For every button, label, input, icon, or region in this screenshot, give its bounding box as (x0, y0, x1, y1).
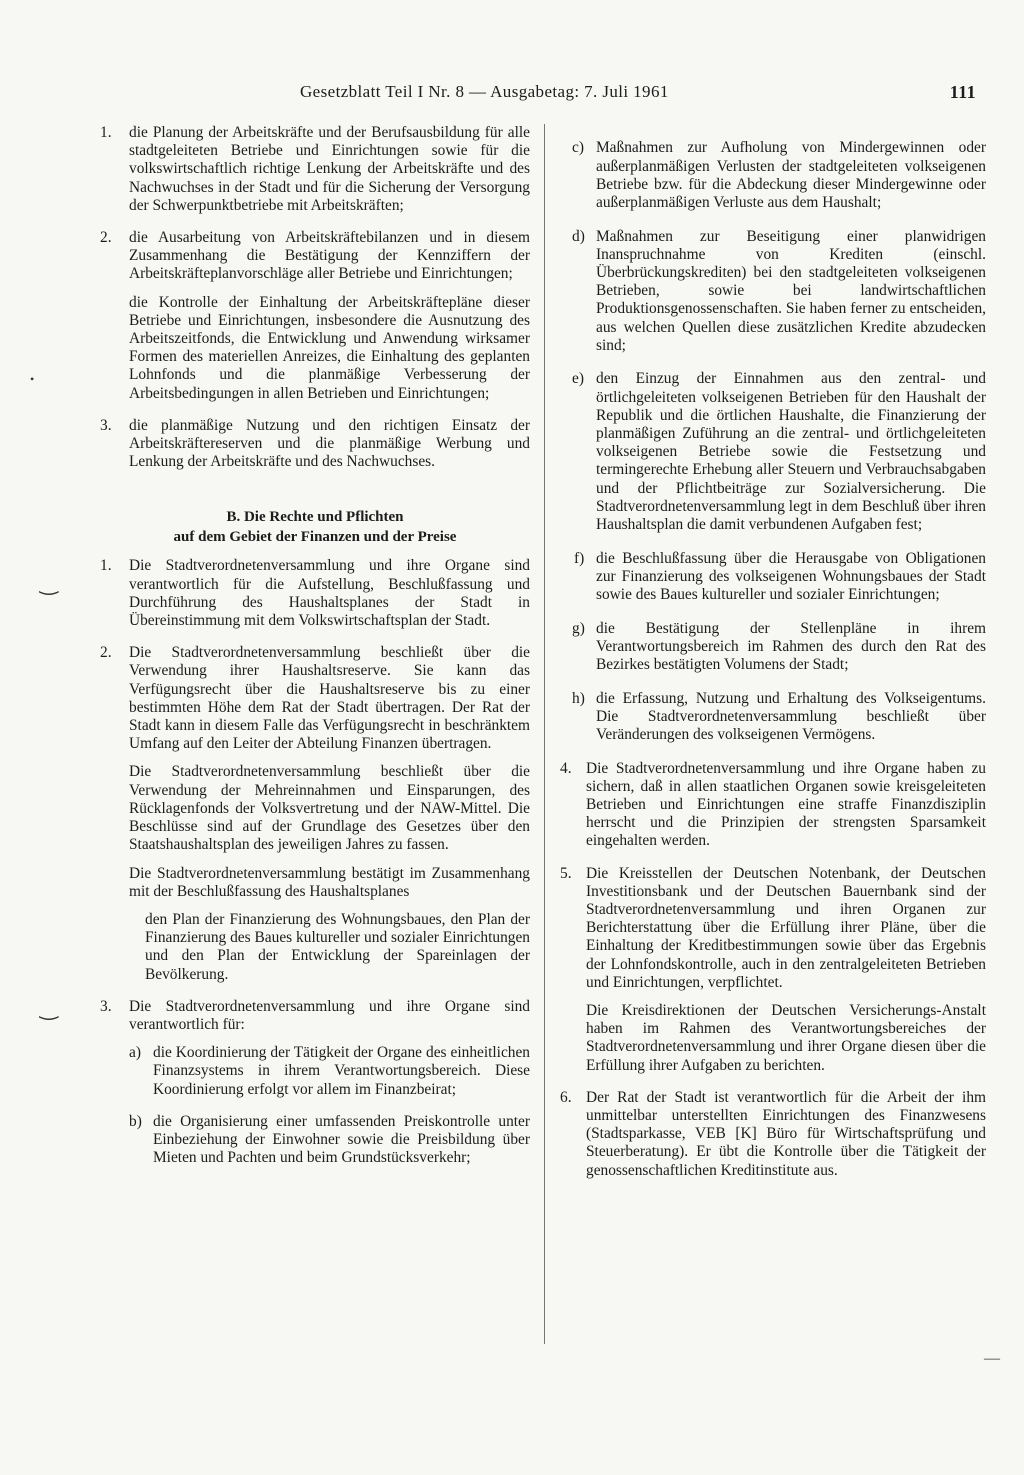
pencil-mark: — (984, 1350, 1000, 1367)
column-divider (544, 124, 545, 1344)
item-number: 3. (100, 997, 112, 1015)
pencil-mark: ‿ (40, 995, 58, 1020)
item-text: Die Stadtverordnetenversammlung und ihre Organe sind verantwortlich für die Aufstellung, Beschlußfassung und Durchführung des Haushaltsplanes der Stadt in Übereinstimmung mit dem Volkswirtschaftsplan der Stadt. (129, 557, 530, 630)
item-number: 2. (100, 229, 112, 247)
item-text: die Planung der Arbeitskräfte und der Berufsausbildung für alle stadtgeleiteten Betriebe und Einrichtungen sowie für die volkswirtschaftlich richtige Lenkung der Arbeitskräfte und des Nachwuchses in der Stadt und für die Sicherung der Versorgung der Schwerpunktbetriebe mit Arbeitskräften; (129, 124, 530, 214)
section-heading-line2: auf dem Gebiet der Finanzen und der Preise (173, 529, 457, 546)
item-number: 5. (560, 864, 572, 882)
item-text: Die Stadtverordnetenversammlung bestätigt im Zusammenhang mit der Beschlußfassung des Haushaltsplanes (129, 864, 530, 900)
item-number: 1. (100, 557, 112, 575)
item-text: Die Stadtverordnetenversammlung und ihre Organe sind verantwortlich für: (129, 997, 530, 1033)
item-text: die Ausarbeitung von Arbeitskräftebilanzen und in diesem Zusammenhang die Bestätigung der Kennziffern der Arbeitskräfteplanvorschläge aller Betriebe und Einrichtungen; (129, 229, 530, 283)
list-item (100, 557, 530, 630)
sub-item (560, 370, 986, 534)
item-number: 4. (560, 759, 572, 777)
list-item (100, 229, 530, 403)
sub-item-text: die Koordinierung der Tätigkeit der Organe des einheitlichen Finanzsystems in ihrem Verantwortungsbereich. Diese Koordinierung erfolgt vor allem im Finanzbeirat; (153, 1044, 530, 1098)
sub-item-letter: e) (572, 370, 584, 388)
page-number: 111 (949, 82, 976, 102)
item-text: die Kontrolle der Einhaltung der Arbeitskräftepläne dieser Betriebe und Einrichtungen, insbesondere die Ausnutzung des Arbeitszeitfonds, die Entwicklung und Anwendung wirksamer Formen des materiellen Anreizes, die Einhaltung des geplanten Lohnfonds und die planmäßige Verbesserung der Arbeitsbedingungen in allen Betrieben und Einrichtungen; (129, 293, 530, 402)
sub-item-letter: h) (572, 689, 585, 707)
item-text: Die Stadtverordnetenversammlung beschließt über die Verwendung ihrer Haushaltsreserve. Sie kann das Verfügungsrecht über die Haushaltsreserve bis zu einer bestimmten Höhe dem Rat der Stadt übertragen. Der Rat der Stadt kann in diesem Falle das Verfügungsrecht in beschränktem Umfang auf den Leiter der Abteilung Finanzen übertragen. (129, 644, 530, 753)
list-item (100, 998, 530, 1168)
sub-item (560, 550, 986, 605)
sub-item-text: die Organisierung einer umfassenden Preiskontrolle unter Einbeziehung der Einwohner sowie die Preisbildung über Mieten und Pachten und beim Grundstücksverkehr; (153, 1112, 530, 1167)
left-column (100, 124, 530, 1181)
page-header (300, 82, 976, 106)
sub-item-text: Maßnahmen zur Beseitigung einer planwidrigen Inanspruchnahme von Krediten (einschl. Überbrückungskrediten) bei den stadtgeleiteten volkseigenen Betrieben, sowie bei landwirtschaftlichen Produktionsgenossenschaften. Sie haben ferner zu entscheiden, aus welchen Quellen diese zusätzlichen Kredite abzudecken sind; (596, 227, 986, 354)
right-column (560, 124, 986, 1194)
dot-mark: • (30, 372, 35, 386)
item-text: Die Stadtverordnetenversammlung und ihre Organe haben zu sichern, daß in allen staatlichen Organen sowie kreisgeleiteten Betrieben und Einrichtungen eine straffe Finanzdisziplin herrscht und die Prinzipien der strengsten Sparsamkeit eingehalten werden. (586, 759, 986, 850)
item-text: die planmäßige Nutzung und den richtigen Einsatz der Arbeitskräftereserven und die planmäßige Werbung und Lenkung der Arbeitskräfte und des Nachwuchses. (129, 416, 530, 471)
item-number: 1. (100, 124, 112, 141)
item-number: 2. (100, 644, 112, 662)
sub-item-text: die Beschlußfassung über die Herausgabe von Obligationen zur Finanzierung des volkseigenen Wohnungsbaues der Stadt sowie des Baues kultureller und sozialer Einrichtungen; (596, 549, 986, 604)
pencil-mark: ‿ (40, 570, 58, 595)
list-item (100, 124, 530, 215)
section-heading-line1: B. Die Rechte und Pflichten (226, 509, 404, 526)
section-heading (100, 507, 530, 547)
sub-item-letter: f) (574, 549, 585, 567)
sub-item-text: den Einzug der Einnahmen aus den zentral- und örtlichgeleiteten volkseigenen Betrieben für den Haushalt der Republik und die örtlichen Haushalte, die Finanzierung der planmäßigen Zuführung an die zentral- und örtlichgeleiteten volkseigenen Betriebe sowie die Festsetzung und termingerechte Erhebung aller Steuern und Verbrauchsabgaben und der Pflichtbeiträge zur Sozialversicherung. Die Stadtverordnetenversammlung legt in dem Beschluß über ihren Haushaltsplan die damit verbundenen Aufgaben fest; (596, 370, 986, 534)
sub-item-letter: c) (572, 139, 584, 157)
item-number: 3. (100, 416, 112, 434)
list-item (100, 644, 530, 983)
item-text: Die Kreisdirektionen der Deutschen Versicherungs-Anstalt haben im Rahmen des Verantwortungsbereiches der Stadtverordnetenversammlung und ihrer Organe diesen über die Erfüllung ihrer Aufgaben zu berichten. (586, 1002, 986, 1074)
item-text-indented: den Plan der Finanzierung des Wohnungsbaues, den Plan der Finanzierung des Baues kultureller und sozialer Einrichtungen und den Plan der Entwicklung der Spareinlagen der Bevölkerung. (145, 910, 530, 983)
gazette-title: Gesetzblatt Teil I Nr. 8 — Ausgabetag: 7. Juli 1961 (300, 82, 669, 101)
sub-item-text: die Bestätigung der Stellenpläne in ihrem Verantwortungsbereich im Rahmen des durch den Rat des Bezirkes bestätigten Volumens der Stadt; (596, 619, 986, 674)
list-item (560, 865, 986, 1075)
sub-item (560, 620, 986, 675)
item-text: Der Rat der Stadt ist verantwortlich für die Arbeit der ihm unmittelbar unterstellten Einrichtungen des Finanzwesens (Stadtsparkasse, VEB [K] Büro für Wirtschaftsprüfung und Steuerberatung). Er übt die Kontrolle über die Tätigkeit der genossenschaftlichen Kreditinstitute aus. (586, 1088, 986, 1179)
list-item (560, 1089, 986, 1180)
sub-item-text: Maßnahmen zur Aufholung von Mindergewinnen oder außerplanmäßigen Verlusten der stadtgeleiteten volkseigenen Betriebe bzw. für die Abdeckung dieser Mindergewinne oder außerplanmäßigen Verluste aus dem Haushalt; (596, 139, 986, 211)
item-text: Die Kreisstellen der Deutschen Notenbank, der Deutschen Investitionsbank und der Deutschen Bauernbank sind der Stadtverordnetenversammlung und ihren Organen zur Berichterstattung über die Erfüllung ihrer Pläne, über die Einhaltung der Kreditbestimmungen sowie über das Ergebnis der Lohnfondskontrolle, auch in den zentralgeleiteten Betrieben und Einrichtungen, verpflichtet. (586, 864, 986, 991)
sub-item-letter: d) (572, 227, 585, 245)
sub-item-letter: g) (572, 619, 585, 637)
sub-item (129, 1044, 530, 1099)
item-number: 6. (560, 1088, 572, 1106)
sub-item (560, 690, 986, 745)
list-item (100, 417, 530, 472)
item-text: Die Stadtverordnetenversammlung beschließt über die Verwendung der Mehreinnahmen und Einsparungen, des Rücklagenfonds der Volksvertretung und der NAW-Mittel. Die Beschlüsse sind auf der Grundlage des Gesetzes über den Staatshaushaltsplan des jeweiligen Jahres zu fassen. (129, 763, 530, 854)
sub-item (129, 1113, 530, 1168)
sub-item (560, 228, 986, 355)
list-item (560, 760, 986, 851)
sub-item-letter: a) (129, 1044, 141, 1062)
sub-item (560, 139, 986, 212)
sub-item-letter: b) (129, 1112, 142, 1130)
sub-item-text: die Erfassung, Nutzung und Erhaltung des Volkseigentums. Die Stadtverordnetenversammlung beschließt über Veränderungen des volkseigenen Vermögens. (596, 689, 986, 744)
